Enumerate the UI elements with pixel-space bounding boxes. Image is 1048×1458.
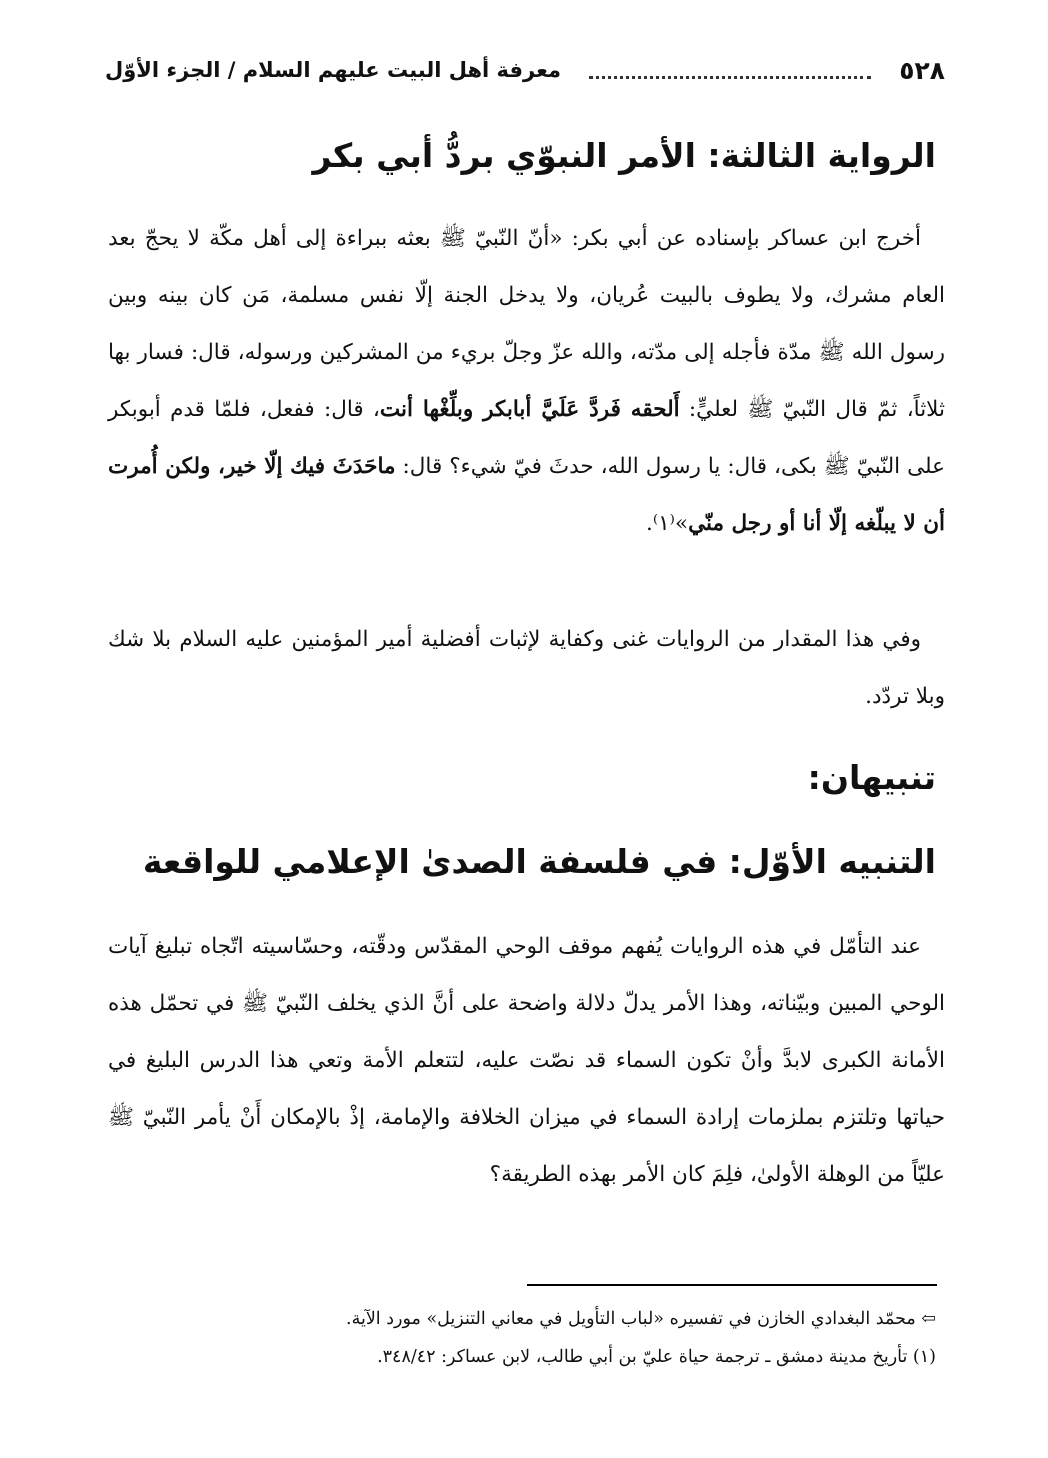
narration-paragraph [108, 210, 945, 552]
first-note-text: عند التأمّل في هذه الروايات يُفهم موقف الوحي المقدّس ودقّته، وحسّاسيته اتّجاه تبليغ آيات الوحي المبين وبيّناته، وهذا الأمر يدلّ دلالة واضحة على أنَّ الذي يخلف النّبيّ ﷺ في تحمّل هذه الأمانة الكبرى لابدَّ وأنْ تكون السماء قد نصّت عليه، لتتعلم الأمة وتعي هذا الدرس البليغ في حياتها وتلتزم بملزمات إرادة السماء في ميزان الخلافة والإمامة، إذْ بالإمكان أَنْ يأمر النّبيّ ﷺ عليّاً من الوهلة الأولىٰ، فلِمَ كان الأمر بهذه الطريقة؟ [108, 934, 945, 1187]
conclusion-paragraph [108, 611, 945, 725]
section-title-third-narration: الرواية الثالثة: الأمر النبوّي بردُّ أبي بكر [312, 136, 936, 175]
first-note-paragraph [108, 918, 945, 1203]
footnote-separator [527, 1284, 937, 1286]
section-title-first-note: التنبيه الأوّل: في فلسفة الصدىٰ الإعلامي للواقعة [142, 842, 936, 881]
page-header [105, 50, 945, 90]
narration-quote-2: ماحَدَثَ فيك إلّا خير، ولكن أُمرت أن لا يبلّغه إلّا أنا أو رجل منّي [108, 454, 945, 536]
narration-text-1: أخرج ابن عساكر بإسناده عن أبي بكر: «أنّ النّبيّ ﷺ بعثه ببراءة إلى أهل مكّة لا يحجّ بعد العام مشرك، ولا يطوف بالبيت عُريان، ولا يدخل الجنة إلّا نفس مسلمة، مَن كان بينه وبين رسول الله ﷺ مدّة فأجله إلى مدّته، والله عزّ وجلّ بريء من المشركين ورسوله، قال: فسار بها ثلاثاً، ثمّ قال النّبيّ ﷺ لعليٍّ: [108, 226, 945, 422]
conclusion-text: وفي هذا المقدار من الروايات غنى وكفاية لإثبات أفضلية أمير المؤمنين عليه السلام بلا شك وبلا تردّد. [108, 627, 945, 709]
footnote-1: (١) تأريخ مدينة دمشق ـ ترجمة حياة عليّ بن أبي طالب، لابن عساكر: ٣٤٨/٤٢. [377, 1347, 936, 1367]
running-title: معرفة أهل البيت عليهم السلام / الجزء الأوّل [105, 58, 561, 82]
footnote-continued: ⇦ محمّد البغدادي الخازن في تفسيره «لباب التأويل في معاني التنزيل» مورد الآية. [346, 1309, 936, 1329]
narration-text-2: ، قال: ففعل، فلمّا قدم أبوبكر على النّبيّ ﷺ بكى، قال: يا رسول الله، حدثَ فيّ شيء؟ قال: [108, 397, 945, 479]
leader-dots [589, 62, 871, 79]
narration-quote-1: أَلحقه فَردَّ عَلَيَّ أبابكر وبلِّغْها أنت [379, 397, 680, 422]
footnote-ref-1: »⁽١⁾. [645, 511, 689, 536]
page-number: ٥٢٨ [899, 55, 945, 85]
footnotes [106, 1300, 936, 1376]
notes-heading: تنبيهان: [807, 758, 936, 797]
